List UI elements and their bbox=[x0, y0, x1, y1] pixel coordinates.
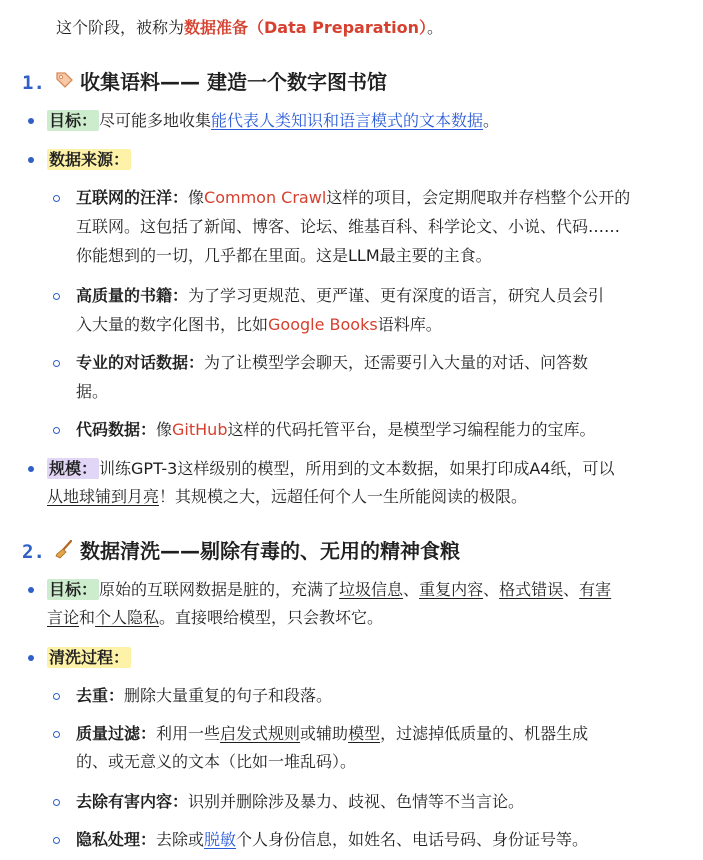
source-item-internet-line2: 互联网。这包括了新闻、博客、论坛、维基百科、科学论文、小说、代码…… bbox=[76, 217, 621, 236]
section2-goal-line2: 言论和个人隐私。直接喂给模型，只会教坏它。 bbox=[47, 608, 384, 627]
sub-bullet bbox=[53, 360, 60, 367]
section1-scale-line2: 从地球铺到月亮！其规模之大，远超任何个人一生所能阅读的极限。 bbox=[47, 487, 528, 506]
process-dedup: 去重：删除大量重复的句子和段落。 bbox=[76, 686, 333, 705]
broom-icon bbox=[54, 539, 74, 569]
common-crawl-term: Common Crawl bbox=[204, 188, 327, 207]
section1-scale: 规模： 训练GPT-3这样级别的模型，所用到的文本数据，如果打印成A4纸，可以 bbox=[49, 459, 615, 478]
sub-bullet bbox=[53, 427, 60, 434]
sub-bullet bbox=[53, 293, 60, 300]
sub-bullet bbox=[53, 799, 60, 806]
bullet bbox=[28, 118, 34, 124]
source-item-internet: 互联网的汪洋：像Common Crawl这样的项目，会定期爬取并存档整个公开的 bbox=[76, 188, 631, 207]
source-item-internet-line3: 你能想到的一切，几乎都在里面。这是LLM最主要的主食。 bbox=[76, 246, 492, 265]
process-remove-harmful: 去除有害内容：识别并删除涉及暴力、歧视、色情等不当言论。 bbox=[76, 792, 525, 811]
source-item-dialog: 专业的对话数据：为了让模型学会聊天，还需要引入大量的对话、问答数 bbox=[76, 353, 589, 372]
section2-heading: 2. 数据清洗——剔除有毒的、无用的精神食粮 bbox=[22, 536, 460, 569]
bullet bbox=[28, 466, 34, 472]
section2-process-label: 清洗过程： bbox=[49, 648, 130, 667]
bullet bbox=[28, 587, 34, 593]
tag-icon bbox=[54, 70, 74, 100]
section1-goal: 目标： 尽可能多地收集能代表人类知识和语言模式的文本数据。 bbox=[49, 111, 500, 130]
github-term: GitHub bbox=[172, 420, 228, 439]
source-item-dialog-line2: 据。 bbox=[76, 382, 109, 401]
process-quality-filter-line2: 的、或无意义的文本（比如一堆乱码）。 bbox=[76, 752, 357, 771]
sub-bullet bbox=[53, 693, 60, 700]
goal-link[interactable]: 能代表人类知识和语言模式的文本数据 bbox=[211, 111, 484, 130]
intro-paragraph: 这个阶段，被称为数据准备（Data Preparation）。 bbox=[56, 18, 444, 37]
section2-goal: 目标： 原始的互联网数据是脏的，充满了垃圾信息、重复内容、格式错误、有害 bbox=[49, 580, 612, 599]
source-item-code: 代码数据：像GitHub这样的代码托管平台，是模型学习编程能力的宝库。 bbox=[76, 420, 596, 439]
sub-bullet bbox=[53, 837, 60, 844]
process-privacy: 隐私处理：去除或脱敏个人身份信息，如姓名、电话号码、身份证号等。 bbox=[76, 830, 589, 849]
sub-bullet bbox=[53, 731, 60, 738]
term-data-preparation: 数据准备（Data Preparation） bbox=[184, 18, 428, 37]
source-item-books-line2: 入大量的数字化图书，比如Google Books语料库。 bbox=[76, 315, 442, 334]
desensitize-link[interactable]: 脱敏 bbox=[204, 830, 237, 849]
bullet bbox=[28, 655, 34, 661]
google-books-term: Google Books bbox=[268, 315, 378, 334]
bullet bbox=[28, 157, 34, 163]
sub-bullet bbox=[53, 195, 60, 202]
source-item-books: 高质量的书籍：为了学习更规范、更严谨、更有深度的语言，研究人员会引 bbox=[76, 286, 605, 305]
section1-sources-label: 数据来源： bbox=[49, 150, 130, 169]
process-quality-filter: 质量过滤：利用一些启发式规则或辅助模型，过滤掉低质量的、机器生成 bbox=[76, 724, 589, 743]
section1-heading: 1. 收集语料—— 建造一个数字图书馆 bbox=[22, 67, 387, 100]
